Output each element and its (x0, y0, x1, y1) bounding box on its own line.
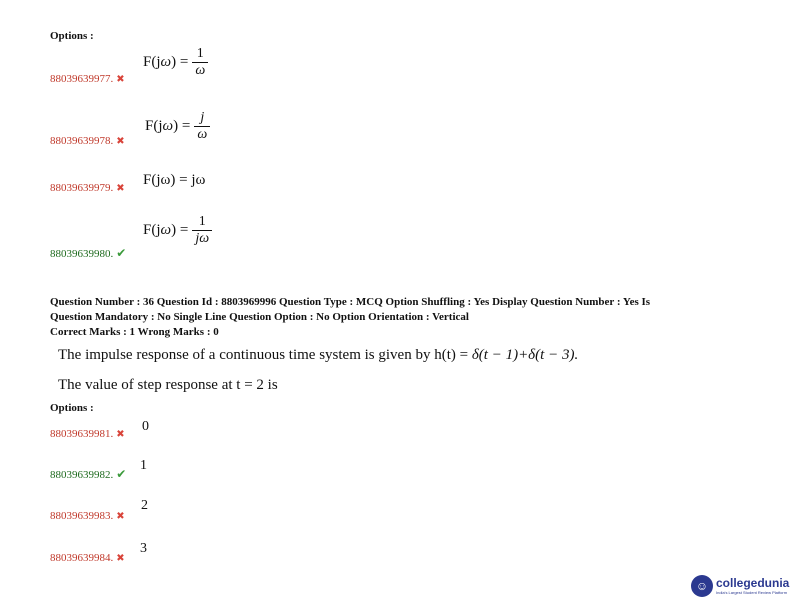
correct-mark-icon: ✔ (116, 467, 127, 481)
option-formula-980: F(j ω ) = $\frac{1}{j\omega}$ (143, 214, 212, 247)
option-value-981: 0 (142, 419, 149, 434)
options-label: Options : (50, 402, 94, 414)
wrong-mark-icon: ✖ (116, 553, 125, 564)
option-id-983: 88039639983. ✖ (50, 510, 125, 522)
options-label-prev: Options : (50, 30, 94, 42)
logo-tagline: India's Largest Student Review Platform (716, 590, 788, 595)
wrong-mark-icon: ✖ (116, 74, 125, 85)
wrong-mark-icon: ✖ (116, 429, 125, 440)
graduate-face-icon: ☺ (691, 575, 713, 597)
option-id-979: 88039639979. ✖ (50, 182, 125, 194)
option-formula-978: F(j ω ) = $\frac{j}{\omega}$ (145, 110, 210, 143)
option-value-982: 1 (140, 458, 147, 473)
option-id-978: 88039639978. ✖ (50, 135, 125, 147)
option-value-984: 3 (140, 541, 147, 556)
question-meta-line2: Question Mandatory : No Single Line Question Option : No Option Orientation : Vertical (50, 311, 469, 323)
option-id-982: 88039639982. ✔ (50, 467, 127, 481)
wrong-mark-icon: ✖ (116, 183, 125, 194)
option-value-983: 2 (141, 498, 148, 513)
option-id-980: 88039639980. ✔ (50, 246, 127, 260)
wrong-mark-icon: ✖ (116, 136, 125, 147)
logo-name: collegedunia (716, 576, 790, 590)
option-id-977: 88039639977. ✖ (50, 73, 125, 85)
wrong-mark-icon: ✖ (116, 511, 125, 522)
option-formula-979: F(jω) = jω (143, 172, 206, 188)
question-text-line2: The value of step response at t = 2 is (58, 377, 278, 393)
collegedunia-logo (691, 575, 789, 597)
option-id-981: 88039639981. ✖ (50, 428, 125, 440)
question-marks: Correct Marks : 1 Wrong Marks : 0 (50, 326, 219, 338)
question-text-line1: The impulse response of a continuous time system is given by h(t) = δ(t − 1)+δ(t − 3). (58, 347, 579, 363)
option-formula-977: F(j ω ) = $\frac{1}{\omega}$ (143, 46, 208, 79)
question-meta-line1: Question Number : 36 Question Id : 8803969996 Question Type : MCQ Option Shuffling : Yes Display Question Number : Yes Is (50, 296, 651, 308)
option-id-984: 88039639984. ✖ (50, 552, 125, 564)
correct-mark-icon: ✔ (116, 246, 127, 260)
